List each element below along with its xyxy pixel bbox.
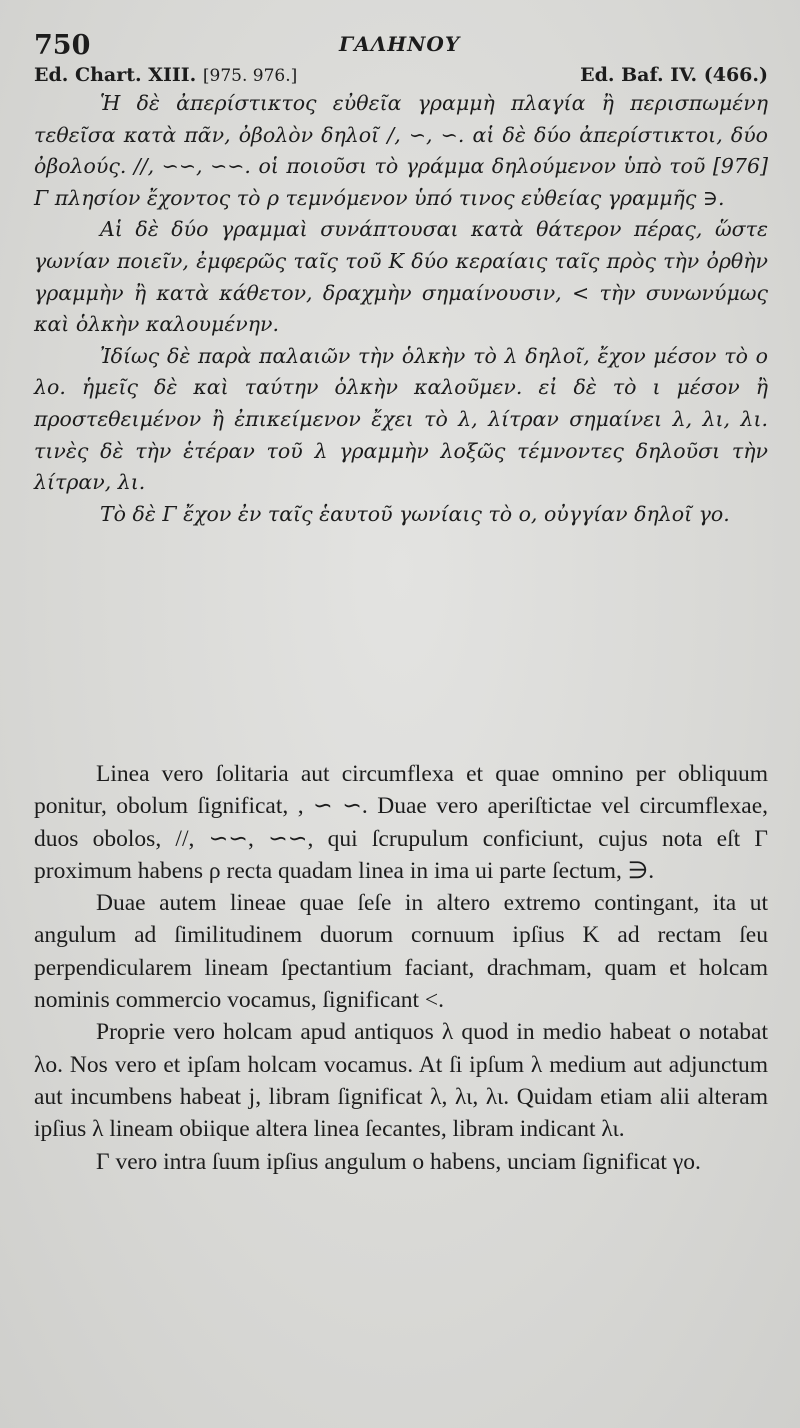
latin-paragraph: Γ vero intra ſuum ipſius angulum ο habens, unciam ſignificat γο.	[96, 1148, 701, 1175]
greek-paragraph: Τὸ δὲ Γ ἔχον ἐν ταῖς ἑαυτοῦ γωνίαις τὸ ο, οὐγγίαν δηλοῖ γο.	[100, 501, 730, 526]
running-title: ΓΑΛΗΝΟΥ	[339, 32, 461, 56]
edition-left-label: Ed. Chart. XIII.	[34, 64, 197, 86]
greek-paragraph: Ἰδίως δὲ παρὰ παλαιῶν τὴν ὁλκὴν τὸ λ δηλοῖ, ἔχον μέσον τὸ ο λο. ἡμεῖς δὲ καὶ ταύτην ὁλκὴν καλοῦμεν. εἰ δὲ τὸ ι μέσον ἢ προστεθειμένον ἢ ἐπικείμενον ἔχει τὸ λ, λίτραν σημαίνει λ, λι, λι. τινὲς δὲ τὴν ἑτέραν τοῦ λ γραμμὴν λοξῶς τέμνοντες δηλοῦσι τὴν λίτραν, λι.	[34, 343, 768, 495]
latin-translation	[34, 758, 768, 1178]
greek-paragraph: Ἡ δὲ ἀπερίστικτος εὐθεῖα γραμμὴ πλαγία ἢ περισπωμένη τεθεῖσα κατὰ πᾶν, ὀβολὸν δηλοῖ /, ∽, ∽. αἱ δὲ δύο ἀπερίστικτοι, δύο ὀβολούς. //, ∽∽, ∽∽. οἱ ποιοῦσι τὸ γράμμα δηλούμενον ὑπὸ τοῦ [976] Γ πλησίον ἔχοντος τὸ ρ τεμνόμενον ὑπό τινος εὐθείας γραμμῆς ∋.	[34, 91, 768, 210]
edition-right: Ed. Baf. IV. (466.)	[580, 64, 768, 86]
greek-paragraph: Αἱ δὲ δύο γραμμαὶ συνάπτουσαι κατὰ θάτερον πέρας, ὥστε γωνίαν ποιεῖν, ἐμφερῶς ταῖς τοῦ Κ δύο κεραίαις ταῖς πρὸς τὴν ὀρθὴν γραμμὴν ἢ κατὰ κάθετον, δραχμὴν σημαίνουσιν, < τὴν συνωνύμως καὶ ὁλκὴν καλουμένην.	[34, 217, 768, 337]
edition-references	[34, 64, 768, 90]
edition-left-pages: [975. 976.]	[202, 66, 298, 86]
page-header	[34, 30, 778, 60]
latin-paragraph: Linea vero ſolitaria aut circumflexa et quae omnino per obliquum ponitur, obolum ſignificat, , ∽ ∽. Duae vero aperiſtictae vel circumflexae, duos obolos, //, ∽∽, ∽∽, qui ſcrupulum conficiunt, cujus nota eſt Γ proximum habens ρ recta quadam linea in ima ui parte ſectum, ∋.	[34, 761, 768, 884]
latin-paragraph: Duae autem lineae quae ſeſe in altero extremo contingant, ita ut angulum ad ſimilitudinem duorum cornuum ipſius Κ ad rectam ſeu perpendicularem lineam ſpectantium faciant, drachmam, quam et holcam nominis commercio vocamus, ſignificant <.	[34, 890, 768, 1014]
latin-paragraph: Proprie vero holcam apud antiquos λ quod in medio habeat ο notabat λο. Nos vero et ipſam holcam vocamus. At ſi ipſum λ medium aut adjunctum aut incumbens habeat j, libram ſignificat λ, λι, λι. Quidam etiam alii alteram ipſius λ lineam obiique altera linea ſecantes, libram indicant λι.	[34, 1019, 768, 1143]
page-number: 750	[34, 30, 91, 61]
greek-text	[34, 88, 768, 530]
edition-left	[34, 64, 297, 86]
